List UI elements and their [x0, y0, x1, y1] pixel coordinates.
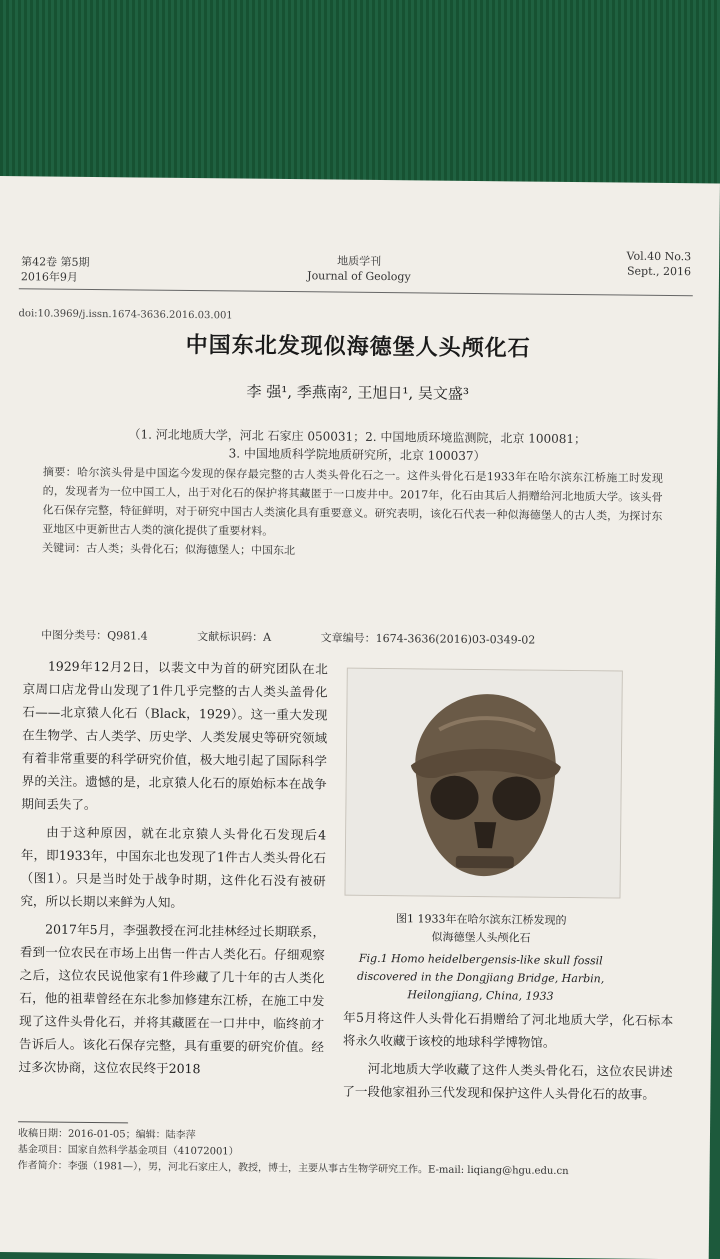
journal-page	[0, 176, 720, 1259]
abstract-text: 摘要：哈尔滨头骨是中国迄今发现的保存最完整的古人类头骨化石之一。这件头骨化石是1933年在哈尔滨东江桥施工时发现的，发现者为一位中国工人，出于对化石的保护将其藏匿于一口废井中。2017年，化石由其后人捐赠给河北地质大学。该头骨化石保存完整，特征鲜明，对于研究中国古人类演化具有重要意义。研究表明，该化石代表一种似海德堡人的古人类，为探讨东亚地区中更新世古人类的演化提供了重要材料。	[42, 465, 663, 538]
volume-number: Vol.40 No.3	[626, 249, 692, 264]
figure-caption-en-1: Fig.1 Homo heidelbergensis-like skull fossil	[358, 951, 603, 968]
journal-name	[0, 250, 719, 288]
doi: doi:10.3969/j.issn.1674-3636.2016.03.001	[18, 308, 233, 322]
body-paragraph: 年5月将这件人头骨化石捐赠给了河北地质大学，化石标本将永久收藏于该校的地球科学博物馆。	[342, 1009, 674, 1050]
journal-name-cn: 地质学刊	[337, 254, 382, 268]
affiliation-line-1: （1. 河北地质大学，河北 石家庄 050031；2. 中国地质环境监测院，北京 100081；	[128, 427, 587, 447]
header-rule	[19, 288, 693, 296]
green-felt-background	[0, 0, 720, 190]
issue-volume: 第42卷 第5期	[21, 255, 90, 269]
volume-info	[626, 249, 691, 280]
body-left-column	[19, 654, 328, 1086]
skull-illustration	[345, 669, 621, 898]
figure-caption-cn-1: 图1 1933年在哈尔滨东江桥发现的	[395, 912, 567, 927]
footnote-author: 作者简介：李强（1981—），男，河北石家庄人，教授，博士，主要从事古生物学研究工作。E-mail: liqiang@hgu.edu.cn	[17, 1160, 569, 1178]
issue-date: 2016年9月	[20, 270, 79, 284]
footnotes	[18, 1126, 668, 1181]
figure-caption-en-2: discovered in the Dongjiang Bridge, Harbin,	[356, 969, 605, 986]
footnote-received: 收稿日期：2016-01-05；编辑：陆李萍	[17, 1128, 196, 1142]
figure-caption-en-3: Heilongjiang, China, 1933	[407, 988, 554, 1003]
body-paragraph: 2017年5月，李强教授在河北挂林经过长期联系，看到一位农民在市场上出售一件古人类化石。仔细观察之后，这位农民说他家有1件珍藏了几十年的古人类化石，他的祖辈曾经在东北参加修建东江桥，在施工中发现了这件头骨化石，并将其藏匿在一口井中，临终前才告诉后人。该化石保存完整，具有重要的研究价值。经过多次协商，这位农民终于2018	[18, 921, 326, 1077]
figure-caption-cn-2: 似海德堡人头颅化石	[431, 930, 531, 945]
journal-name-en: Journal of Geology	[307, 269, 411, 284]
body-paragraph: 由于这种原因，就在北京猿人头骨化石发现后4年，即1933年，中国东北也发现了1件古人类头骨化石（图1）。只是当时处于战争时期，这件化石没有被研究，所以长期以来鲜为人知。	[20, 824, 327, 910]
volume-date: Sept., 2016	[626, 264, 692, 279]
footnote-fund: 基金项目：国家自然科学基金项目（41072001）	[17, 1144, 239, 1158]
article-number: 文章编号：1674-3636(2016)03-0349-02	[320, 631, 536, 647]
keywords: 关键词：古人类；头骨化石；似海德堡人；中国东北	[42, 541, 296, 558]
clc-number: 中图分类号：Q981.4	[41, 628, 148, 643]
body-paragraph: 河北地质大学收藏了这件人类头骨化石，这位农民讲述了一段他家祖孙三代发现和保护这件人头骨化石的故事。	[342, 1060, 673, 1102]
skull-photo	[344, 668, 622, 899]
affiliation-line-2: 3. 中国地质科学院地质研究所，北京 100037）	[228, 446, 486, 464]
document-code: 文献标识码：A	[197, 630, 272, 644]
classification-meta	[41, 626, 661, 648]
article-title: 中国东北发现似海德堡人头颅化石	[185, 332, 531, 362]
body-paragraph: 1929年12月2日，以裴文中为首的研究团队在北京周口店龙骨山发现了1件几乎完整的古人类头盖骨化石——北京猿人化石（Black，1929）。这一重大发现在生物学、古人类学、历史学、人类发展史等研究领域有着非常重要的科学研究价值，极大地引起了国际科学界的关注。遗憾的是，北京猿人化石的原始标本在战争期间丢失了。	[21, 658, 328, 813]
author-list: 李 强¹, 季燕南², 王旭日¹, 吴文盛³	[246, 382, 470, 403]
abstract-block	[42, 462, 663, 563]
body-right-column	[342, 1006, 673, 1111]
footnote-rule	[18, 1121, 128, 1123]
